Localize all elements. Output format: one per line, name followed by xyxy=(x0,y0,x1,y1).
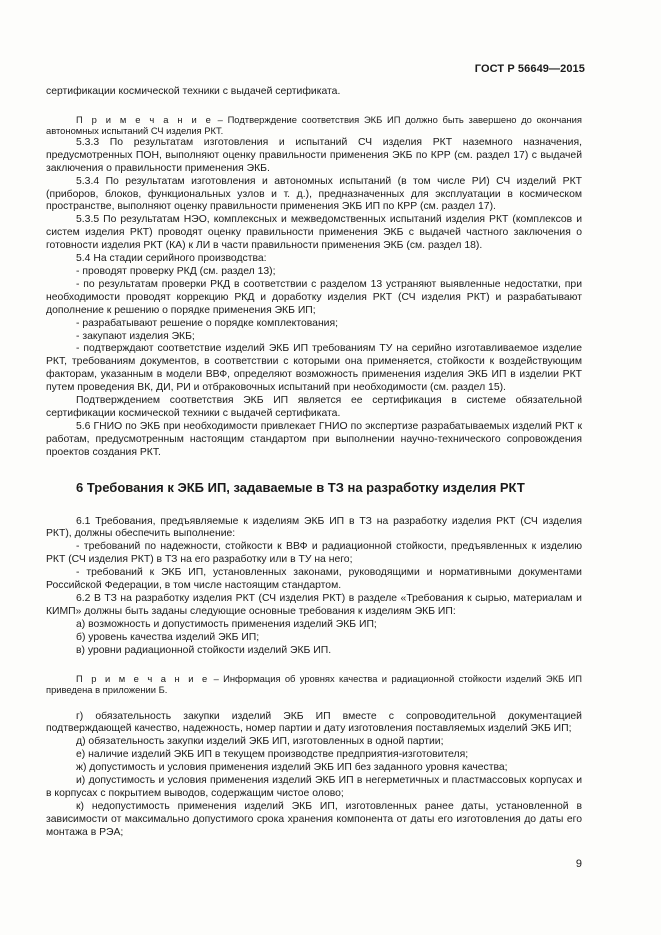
note-2-tag: П р и м е ч а н и е xyxy=(76,672,210,684)
clause-6-2-item-e: е) наличие изделий ЭКБ ИП в текущем производстве предприятия-изготовителя; xyxy=(76,749,469,761)
clause-6-2-item-d: д) обязательность закупки изделий ЭКБ ИП, изготовленных в одной партии; xyxy=(76,736,444,748)
clause-6-1-item-a: - требований по надежности, стойкости к ВВФ и радиационной стойкости, предъявленных к изделию РКТ (СЧ изделия РКТ) в ТЗ на его разработку или в ТУ на него; xyxy=(46,541,582,566)
clause-5-4-item-a: - проводят проверку РКД (см. раздел 13); xyxy=(76,265,276,277)
clause-6-2-item-b: б) уровень качества изделий ЭКБ ИП; xyxy=(76,631,260,643)
clause-5-4-item-c: - разрабатывают решение о порядке комплектования; xyxy=(76,317,338,329)
clause-6-1: 6.1 Требования, предъявляемые к изделиям ЭКБ ИП в ТЗ на разработку изделия РКТ (СЧ изделия РКТ), должны обеспечить выполнение: xyxy=(46,515,582,540)
paragraph-continuation: сертификации космической техники с выдачей сертификата. xyxy=(46,86,341,97)
clause-5-3-3: 5.3.3 По результатам изготовления и испытаний СЧ изделия РКТ наземного назначения, предусмотренных ПОН, выполняют оценку правильности применения ЭКБ по КРР (см. раздел 17) с выдачей заключения о правильности применения ЭКБ. xyxy=(46,136,582,174)
clause-5-3-4: 5.3.4 По результатам изготовления и автономных испытаний (в том числе РИ) СЧ изделий РКТ (приборов, блоков, функциональных узлов и т. д.), предназначенных для эксплуатации в космическом пространстве, выполняют оценку правильности применения ЭКБ ИП по КРР (см. раздел 17). xyxy=(46,175,582,213)
section-6-title: 6 Требования к ЭКБ ИП, задаваемые в ТЗ на разработку изделия РКТ xyxy=(76,479,525,495)
note-1 xyxy=(46,114,582,137)
clause-6-2-item-v: в) уровни радиационной стойкости изделий ЭКБ ИП. xyxy=(76,644,332,656)
clause-6-2-item-i: и) допустимость и условия применения изделий ЭКБ ИП в негерметичных и пластмассовых корпусах и в корпусах с покрытием выводов, содержащим чистое олово; xyxy=(46,775,582,799)
clause-6-2: 6.2 В ТЗ на разработку изделия РКТ (СЧ изделия РКТ) в разделе «Требования к сырью, материалам и КИМП» должны быть заданы следующие основные требования к изделиям ЭКБ ИП: xyxy=(46,593,582,617)
clause-6-2-item-zh: ж) допустимость и условия применения изделий ЭКБ ИП без заданного уровня качества; xyxy=(76,762,508,774)
clause-6-2-item-g: г) обязательность закупки изделий ЭКБ ИП вместе с сопроводительной документацией подтверждающей качество, надежность, номер партии и дату изготовления поставляемых изделий ЭКБ ИП; xyxy=(46,710,582,735)
clause-5-4-item-b: - по результатам проверки РКД в соответствии с разделом 13 устраняют выявленные недостатки, при необходимости проводят коррекцию РКД и доработку изделия РКТ (СЧ изделия РКТ) и разрабатывают дополнение к решению о порядке применения ЭКБ ИП; xyxy=(46,278,582,316)
note-1-text: – Подтверждение соответствия ЭКБ ИП должно быть завершено до окончания автономных испытаний СЧ изделия РКТ. xyxy=(46,113,582,137)
clause-6-2-item-k: к) недопустимость применения изделий ЭКБ ИП, изготовленных ранее даты, установленной в зависимости от максимально допустимого срока хранения компонента от даты его изготовления до даты его монтажа в РЭА; xyxy=(46,800,582,838)
clause-6-2-item-a: а) возможность и допустимость применения изделий ЭКБ ИП; xyxy=(76,618,377,630)
note-2-text: – Информация об уровнях качества и радиационной стойкости изделий ЭКБ ИП приведена в приложении Б. xyxy=(46,672,582,696)
clause-5-4-item-e: - подтверждают соответствие изделий ЭКБ ИП требованиям ТУ на серийно изготавливаемое изделие РКТ, требованиям документов, в соответствии с которыми она применяется, стойкости к воздействующим факторам, указанным в модели ВВФ, определяют возможность применения изделия ЭКБ ИП в изделии РКТ путем проведения ВК, ДИ, РИ и отбраковочных испытаний при необходимости (см. раздел 15). xyxy=(46,343,582,394)
document-code: ГОСТ Р 56649—2015 xyxy=(474,63,585,75)
clause-5-4: 5.4 На стадии серийного производства: xyxy=(76,253,267,265)
clause-5-3-5: 5.3.5 По результатам НЭО, комплексных и межведомственных испытаний изделия РКТ (комплексов и систем изделия РКТ) проводят оценку правильности применения ЭКБ с выдачей частного заключения о готовности изделия РКТ (КА) к ЛИ в части правильности применения ЭКБ (см. раздел 18). xyxy=(46,214,582,252)
clause-5-4-item-d: - закупают изделия ЭКБ; xyxy=(76,330,195,342)
clause-5-6: 5.6 ГНИО по ЭКБ при необходимости привлекает ГНИО по экспертизе разрабатываемых изделий РКТ к работам, предусмотренным настоящим стандартом при выполнении научно-технического сопровождения проектов создания РКТ. xyxy=(46,420,582,458)
page-content xyxy=(46,86,582,840)
note-1-tag: П р и м е ч а н и е xyxy=(76,113,213,125)
note-2 xyxy=(46,673,582,696)
certification-paragraph: Подтверждением соответствия ЭКБ ИП является ее сертификация в системе обязательной сертификации космической техники с выдачей сертификата. xyxy=(46,395,582,419)
clause-6-1-item-b: - требований к ЭКБ ИП, установленных законами, руководящими и нормативными документами Российской Федерации, в том числе настоящим стандартом. xyxy=(46,567,582,592)
page-number: 9 xyxy=(575,858,582,870)
